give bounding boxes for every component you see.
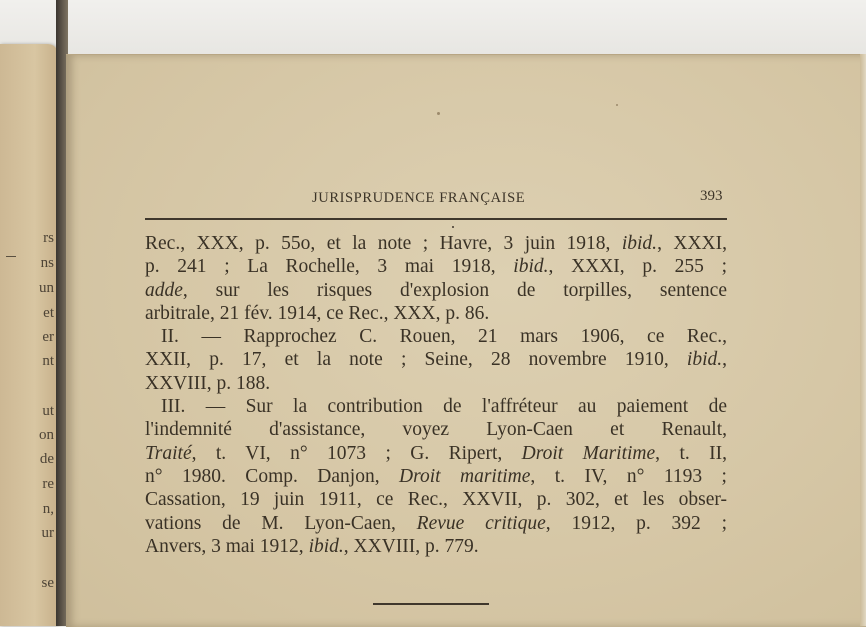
body-text bbox=[145, 232, 727, 558]
left-page-dash bbox=[6, 256, 16, 257]
text-line: III. — Sur la contribution de l'affréteur au paiement de bbox=[161, 396, 727, 418]
text-line: Traité, t. VI, n° 1073 ; G. Ripert, Droit Maritime, t. II, bbox=[145, 442, 727, 464]
text-line: p. 241 ; La Rochelle, 3 mai 1918, ibid., XXXI, p. 255 ; bbox=[145, 256, 727, 278]
left-page-fragment: ns bbox=[40, 255, 54, 271]
text-line: XXVIII, p. 188. bbox=[145, 372, 271, 394]
text-line: l'indemnité d'assistance, voyez Lyon-Caen et Renault, bbox=[145, 419, 727, 441]
paper-speck bbox=[452, 226, 454, 228]
text-line: adde, sur les risques d'explosion de torpilles, sentence bbox=[145, 279, 727, 301]
text-line: Cassation, 19 juin 1911, ce Rec., XXVII, p. 302, et les obser- bbox=[145, 489, 727, 511]
left-page-fragment: on bbox=[39, 427, 54, 443]
page-edge bbox=[860, 54, 866, 626]
left-page-fragment: un bbox=[39, 280, 54, 296]
header-rule bbox=[145, 218, 727, 220]
paper-speck bbox=[437, 112, 440, 115]
left-page-fragment: se bbox=[41, 575, 54, 591]
left-page-fragment: er bbox=[42, 329, 54, 345]
running-head: JURISPRUDENCE FRANÇAISE bbox=[312, 190, 526, 206]
left-page-fragment: n, bbox=[42, 501, 54, 517]
scanner-background bbox=[0, 0, 866, 56]
text-line: Rec., XXX, p. 55o, et la note ; Havre, 3 juin 1918, ibid., XXXI, bbox=[145, 233, 727, 254]
left-page-fragment: ur bbox=[41, 525, 54, 541]
left-page-fragment: rs bbox=[43, 230, 54, 246]
left-page bbox=[0, 44, 58, 626]
page-number: 393 bbox=[700, 188, 723, 204]
left-page-fragment: nt bbox=[42, 353, 54, 369]
text-line: XXII, p. 17, et la note ; Seine, 28 novembre 1910, ibid., bbox=[145, 349, 727, 371]
left-page-fragment: re bbox=[42, 476, 54, 492]
text-line: vations de M. Lyon-Caen, Revue critique, 1912, p. 392 ; bbox=[145, 512, 727, 534]
text-line: arbitrale, 21 fév. 1914, ce Rec., XXX, p. 86. bbox=[145, 302, 490, 324]
text-line: n° 1980. Comp. Danjon, Droit maritime, t. IV, n° 1193 ; bbox=[145, 465, 727, 487]
footer-rule bbox=[373, 603, 489, 605]
text-line: II. — Rapprochez C. Rouen, 21 mars 1906, ce Rec., bbox=[161, 326, 727, 348]
paper-speck bbox=[616, 104, 618, 106]
left-page-fragment: ut bbox=[42, 403, 54, 419]
left-page-fragment: et bbox=[43, 305, 54, 321]
text-line: Anvers, 3 mai 1912, ibid., XXVIII, p. 779. bbox=[145, 535, 479, 557]
left-page-fragment: de bbox=[39, 451, 54, 467]
